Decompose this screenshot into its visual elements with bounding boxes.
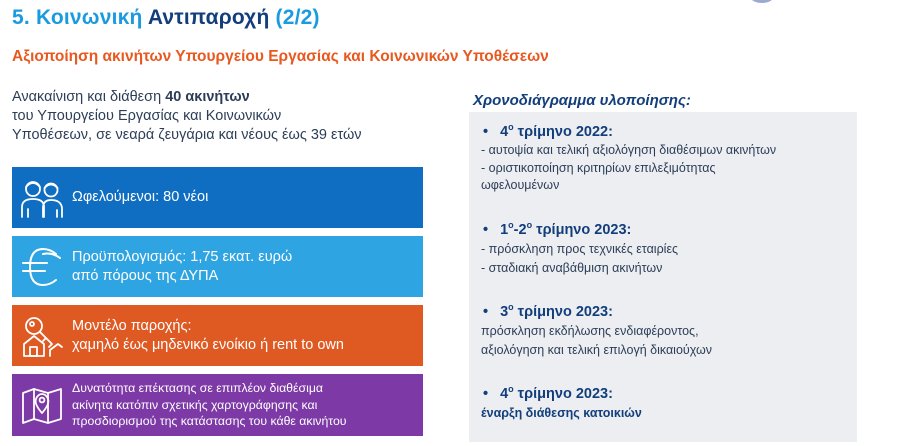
budget-box xyxy=(12,236,423,297)
delivery-model-box xyxy=(12,305,423,366)
phase-label: τρίμηνο 2023: xyxy=(513,385,613,402)
phase-ordinal: ο xyxy=(508,122,514,132)
logo-fragment-icon xyxy=(748,0,776,6)
timeline-panel xyxy=(469,112,857,442)
expansion-box xyxy=(12,374,423,436)
phase-label: τρίμηνο 2023: xyxy=(513,303,613,320)
phase-number: 4 xyxy=(500,385,509,402)
timeline-heading: Χρονοδιάγραμμα υλοποίησης: xyxy=(473,92,691,109)
bullet: • xyxy=(483,123,489,140)
bullet: • xyxy=(483,221,489,238)
phase-label: τρίμηνο 2023: xyxy=(532,221,632,238)
phase-label: τρίμηνο 2022: xyxy=(513,123,613,140)
phase-3-item-1: πρόσκληση εκδήλωσης ενδιαφέροντος, xyxy=(481,324,699,338)
expansion-text-line-2: ακίνητα κατόπιν σχετικής χαρτογράφησης και xyxy=(72,397,318,412)
phase-ordinal: ο xyxy=(526,220,533,230)
timeline-phase-2 xyxy=(483,220,631,238)
phase-1-item-2: - οριστικοποίηση κριτηρίων επιλεξιμότητας xyxy=(481,161,716,175)
timeline-phase-4 xyxy=(483,384,613,402)
expansion-text-line-3: προσδιορισμού της κατάστασης του κάθε ακινήτου xyxy=(72,414,347,429)
phase-number: 3 xyxy=(500,303,509,320)
timeline-phase-1 xyxy=(483,122,613,140)
intro-line-2: του Υπουργείου Εργασίας και Κοινωνικών xyxy=(12,108,282,124)
title-main: Αντιπαροχή xyxy=(147,6,270,29)
beneficiaries-box xyxy=(12,167,423,228)
budget-text-line-1: Προϋπολογισμός: 1,75 εκατ. ευρώ xyxy=(72,248,293,265)
phase-ordinal: ο xyxy=(508,384,514,394)
title-prefix: 5. Κοινωνική xyxy=(12,6,148,29)
phase-dash: - xyxy=(513,221,519,238)
timeline-phase-3 xyxy=(483,302,613,320)
page-title xyxy=(12,6,320,30)
model-text-line-2: χαμηλό έως μηδενικό ενοίκιο ή rent to own xyxy=(72,336,344,353)
map-pin-icon xyxy=(12,374,72,436)
phase-number: 1 xyxy=(500,221,509,238)
phase-3-item-2: αξιολόγηση και τελική επιλογή δικαιούχων xyxy=(481,343,712,357)
phase-ordinal: ο xyxy=(508,302,514,312)
phase-ordinal: ο xyxy=(508,220,514,230)
title-suffix: (2/2) xyxy=(269,6,320,29)
budget-text-line-2: από πόρους της ΔΥΠΑ xyxy=(72,267,219,284)
phase-2-item-1: - πρόσκληση προς τεχνικές εταιρίες xyxy=(481,242,679,256)
intro-line-3: Υποθέσεων, σε νεαρά ζευγάρια και νέους έως 39 ετών xyxy=(12,127,362,143)
bullet: • xyxy=(483,303,489,320)
phase-number: 2 xyxy=(518,221,527,238)
people-icon xyxy=(12,167,72,228)
intro-highlight: 40 ακινήτων xyxy=(165,89,250,105)
intro-line-1: Ανακαίνιση και διάθεση xyxy=(12,89,166,105)
intro-text xyxy=(12,88,442,145)
bullet: • xyxy=(483,385,489,402)
phase-1-item-1: - αυτοψία και τελική αξιολόγηση διαθέσιμων ακινήτων xyxy=(481,143,777,157)
phase-number: 4 xyxy=(500,123,509,140)
euro-icon xyxy=(12,236,72,297)
house-key-icon xyxy=(12,305,72,366)
phase-2-item-2: - σταδιακή αναβάθμιση ακινήτων xyxy=(481,261,663,275)
phase-1-item-3: ωφελουμένων xyxy=(481,178,560,192)
beneficiaries-text: Ωφελούμενοι: 80 νέοι xyxy=(72,189,209,205)
expansion-text-line-1: Δυνατότητα επέκτασης σε επιπλέον διαθέσιμα xyxy=(72,381,324,396)
page-subtitle: Αξιοποίηση ακινήτων Υπουργείου Εργασίας και Κοινωνικών Υποθέσεων xyxy=(12,48,549,65)
model-text-line-1: Μοντέλο παροχής: xyxy=(72,317,192,334)
phase-4-item-1: έναρξη διάθεσης κατοικιών xyxy=(481,406,642,420)
